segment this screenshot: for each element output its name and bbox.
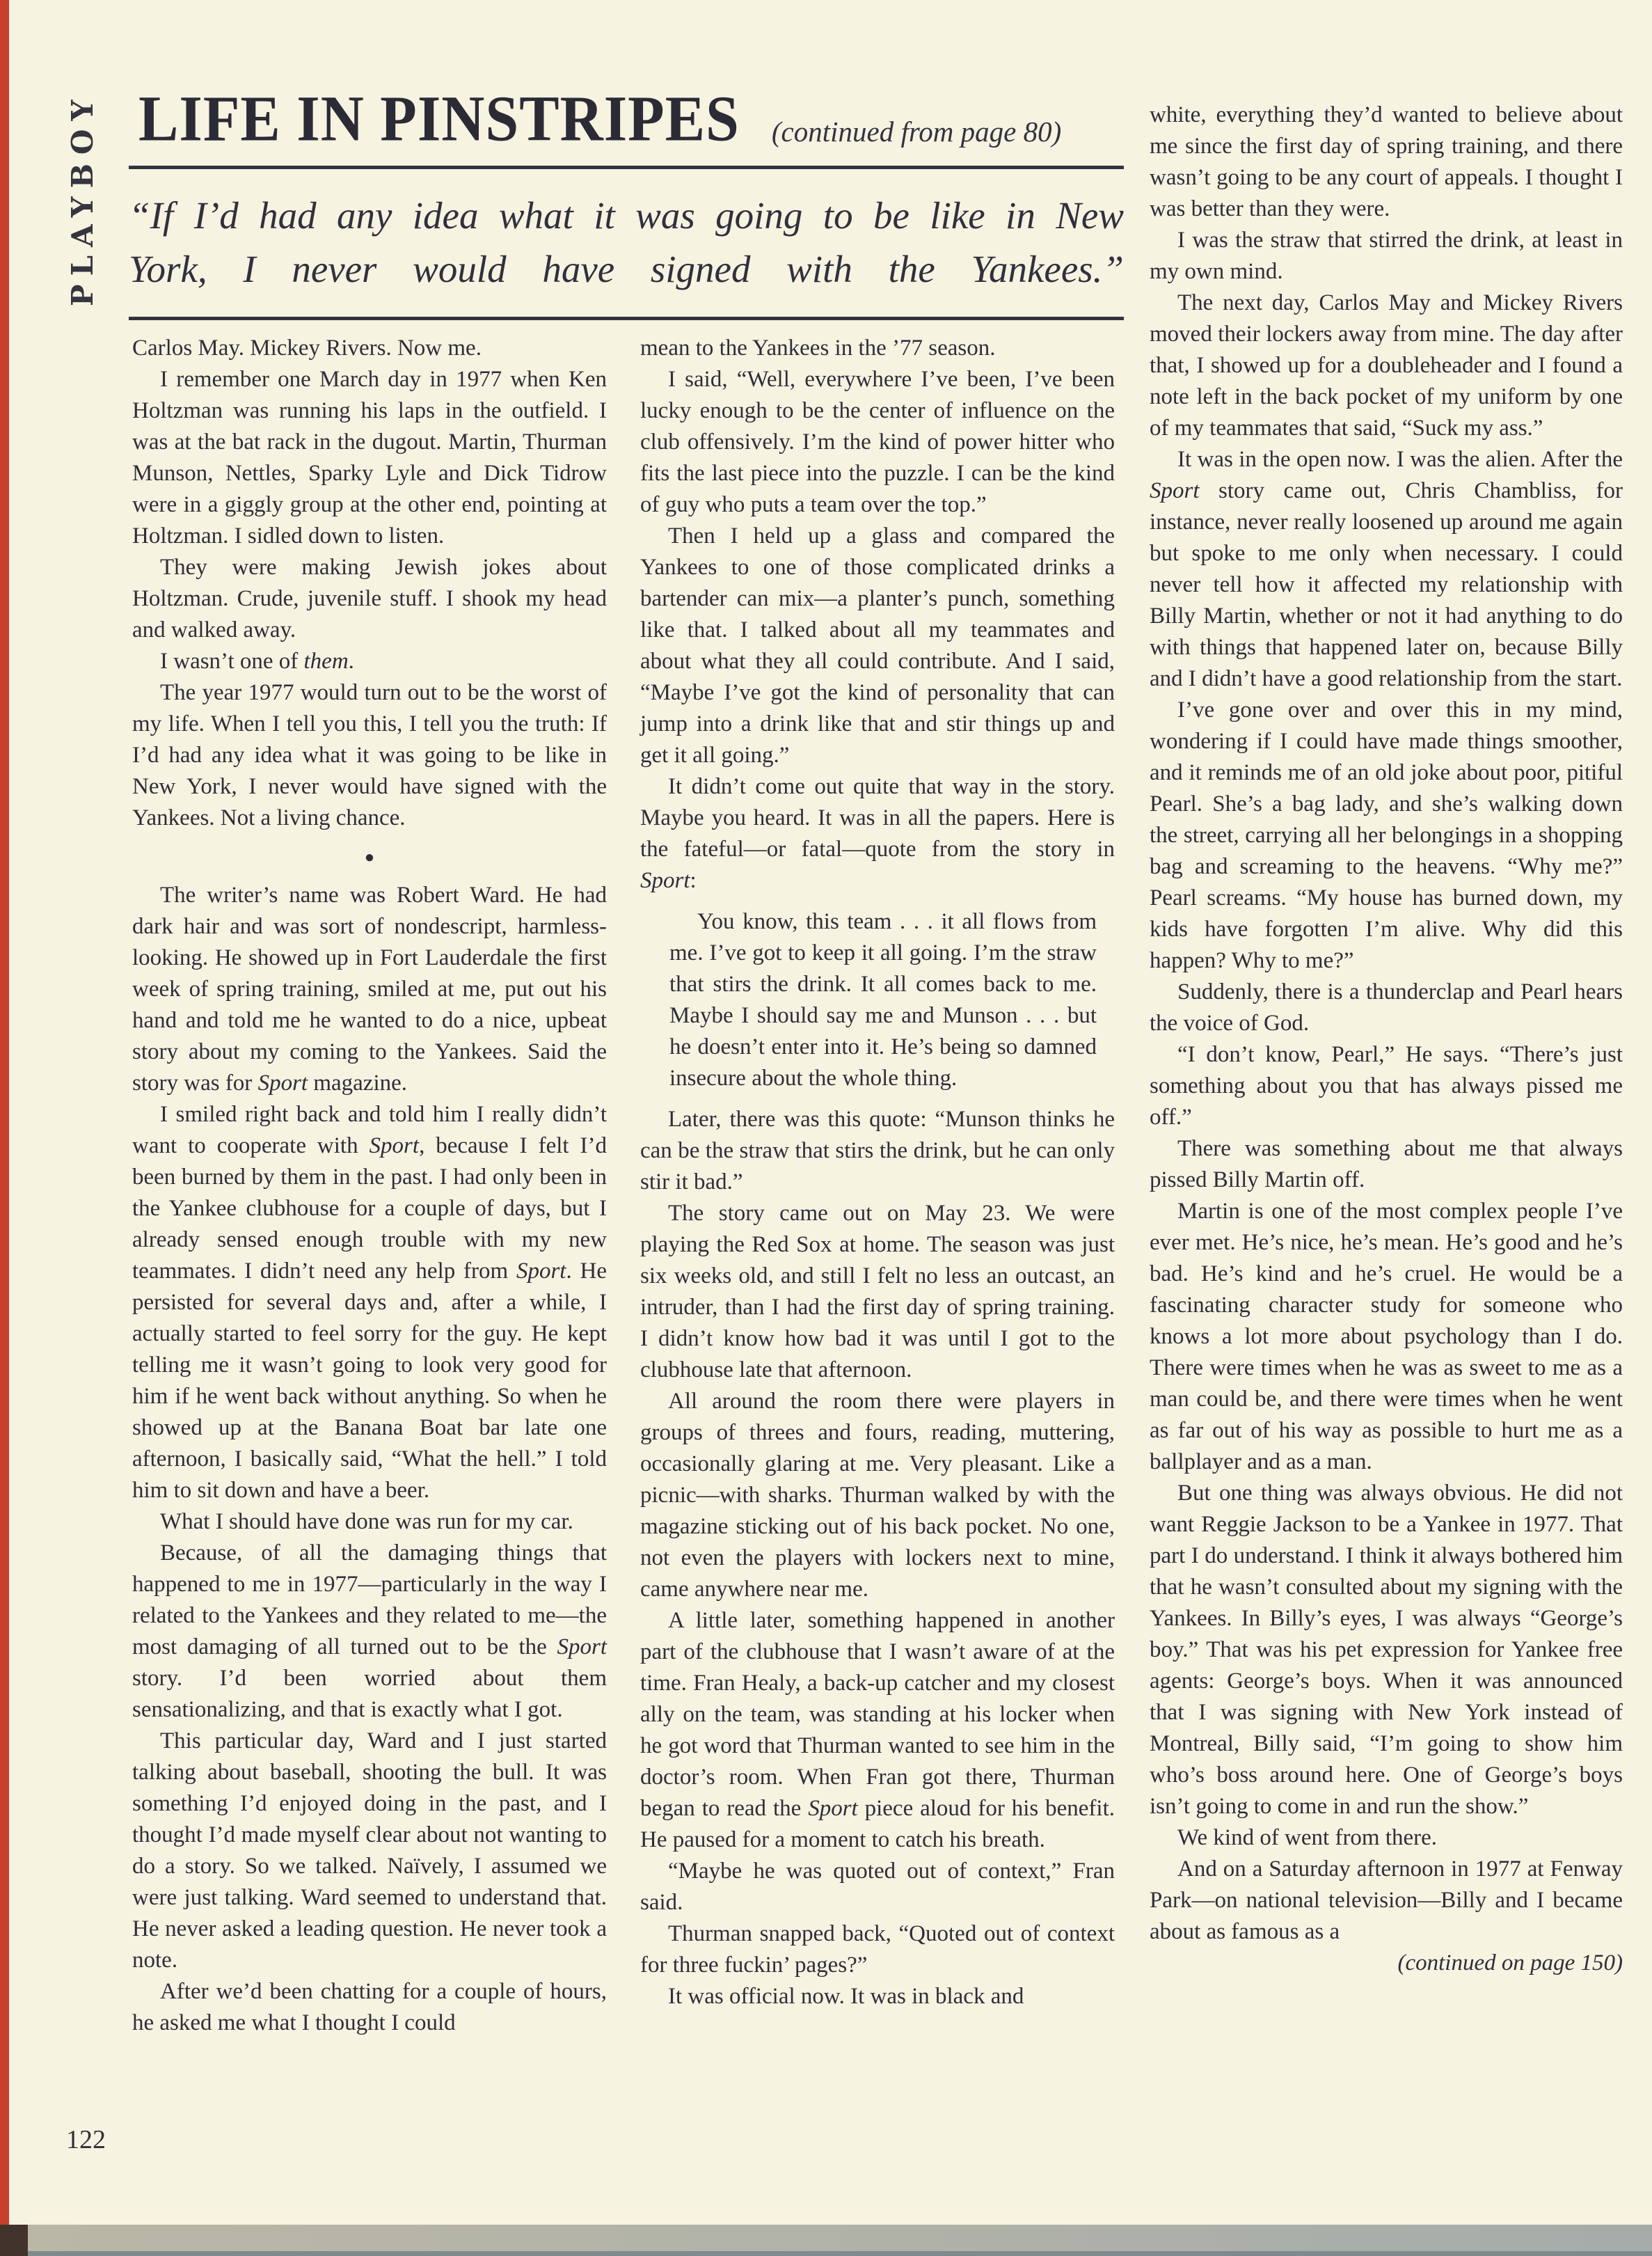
body-text: All around the room there were players in groups of threes and fours, reading, muttering, occasionally glaring at me. Very pleasant. Like a picnic—with sharks. Thurman walked by with the magazine sticking out of his back pocket. No one, not even the players with lockers next to mine, came anywhere near me. (640, 1389, 1115, 1602)
paragraph (1150, 1133, 1623, 1196)
body-text: I was the straw that stirred the drink, at least in my own mind. (1150, 228, 1623, 284)
paragraph (640, 771, 1115, 897)
body-text: Thurman snapped back, “Quoted out of context for three fuckin’ pages?” (640, 1921, 1115, 1978)
pull-quote (129, 189, 1124, 296)
paragraph (1150, 695, 1623, 977)
body-text: We kind of went from there. (1177, 1825, 1438, 1850)
body-text: You know, this team . . . it all flows from me. I’ve got to keep it all going. I’m the straw that stirs the drink. It all comes back to me. Maybe I should say me and Munson . . . but he doesn’t enter into it. He’s being so damned insecure about the whole thing. (669, 909, 1097, 1091)
italic-text: Sport (557, 1634, 607, 1659)
paragraph (132, 1506, 607, 1538)
body-text: . He persisted for several days and, after a while, I actually started to feel sorry for the guy. He kept telling me it wasn’t going to look very good for him if he went back without anything. So when he showed up at the Banana Boat bar late one afternoon, I basically said, “What the hell.” I told him to sit down and have a beer. (132, 1259, 607, 1503)
paragraph (132, 1538, 607, 1726)
text-column-3 (1150, 100, 1623, 1979)
italic-text: Sport (808, 1796, 858, 1821)
body-text: The writer’s name was Robert Ward. He had dark hair and was sort of nondescript, harmless-looking. He showed up in Fort Lauderdale the first week of spring training, smiled at me, put out his hand and told me he wanted to do a nice, upbeat story about my coming to the Yankees. Said the story was for (132, 883, 607, 1096)
italic-text: Sport (640, 868, 690, 893)
paragraph (132, 364, 607, 552)
article-header (129, 82, 1124, 320)
paragraph (1150, 444, 1623, 695)
text-column-2 (640, 333, 1115, 2012)
paragraph (640, 1918, 1115, 1981)
body-text: And on a Saturday afternoon in 1977 at Fenway Park—on national television—Billy and I became about as famous as a (1150, 1856, 1623, 1944)
body-text: The story came out on May 23. We were playing the Red Sox at home. The season was just six weeks old, and still I felt no less an outcast, an intruder, than I had the first day of spring training. I didn’t know how bad it was until I got to the clubhouse late that afternoon. (640, 1201, 1115, 1382)
body-text: story came out, Chris Chambliss, for instance, never really loosened up around me again but spoke to me only when necessary. I could never tell how it affected my relationship with Billy Martin, whether or not it had anything to do with things that happened later on, because Billy and I didn’t have a good relationship from the start. (1150, 478, 1623, 691)
paragraph (132, 880, 607, 1099)
body-text: There was something about me that always pissed Billy Martin off. (1150, 1136, 1623, 1192)
paragraph (640, 521, 1115, 771)
body-text: What I should have done was run for my car. (160, 1509, 573, 1534)
paragraph (1150, 1196, 1623, 1478)
italic-text: Sport (1150, 478, 1200, 503)
paragraph (132, 1726, 607, 1976)
pull-quote-line-1: “If I’d had any idea what it was going to be like in New (129, 194, 1124, 237)
paragraph (1150, 1039, 1623, 1133)
italic-text: Sport (369, 1133, 420, 1158)
body-text: But one thing was always obvious. He did not want Reggie Jackson to be a Yankee in 1977. That part I do understand. I think it always bothered him that he wasn’t consulted about my signing with the Yankees. In Billy’s eyes, I was always “George’s boy.” That was his pet expression for Yankee free agents: George’s boys. When it was announced that I was signing with New York instead of Montreal, Billy said, “I’m going to show him who’s boss around here. One of George’s boys isn’t going to come in and run the show.” (1150, 1481, 1623, 1819)
paragraph (640, 333, 1115, 364)
body-text: Because, of all the damaging things that happened to me in 1977—particularly in the way I related to the Yankees and they related to me—the most damaging of all turned out to be the (132, 1540, 607, 1659)
body-text: A little later, something happened in another part of the clubhouse that I wasn’t aware of at the time. Fran Healy, a back-up catcher and my closest ally on the team, was standing at his locker when he got word that Thurman wanted to see him in the doctor’s room. When Fran got there, Thurman began to read the (640, 1608, 1115, 1821)
paragraph (640, 1386, 1115, 1605)
body-text: Later, there was this quote: “Munson thinks he can be the straw that stirs the drink, but he can only stir it bad.” (640, 1107, 1115, 1194)
paragraph (1150, 1478, 1623, 1822)
text-column-1 (132, 333, 607, 2039)
body-text: After we’d been chatting for a couple of hours, he asked me what I thought I could (132, 1979, 607, 2035)
page-corner-shadow (0, 2225, 28, 2256)
paragraph (640, 1856, 1115, 1918)
paragraph (1150, 287, 1623, 444)
body-text: I’ve gone over and over this in my mind, wondering if I could have made things smoother, and it reminds me of an old joke about poor, pitiful Pearl. She’s a bag lady, and she’s walking down the street, carrying all her belongings in a shopping bag and screaming to the heavens. “Why me?” Pearl screams. “My house has burned down, my kids have forgotten I’m alive. Why did this happen? Why to me?” (1150, 697, 1623, 973)
paragraph (132, 1099, 607, 1506)
body-text: white, everything they’d wanted to believe about me since the first day of spring training, and there wasn’t going to be any court of appeals. I thought I was better than they were. (1150, 102, 1623, 221)
body-text: Carlos May. Mickey Rivers. Now me. (132, 336, 482, 361)
body-text: “Maybe he was quoted out of context,” Fran said. (640, 1859, 1115, 1915)
paragraph (1150, 225, 1623, 287)
body-text: They were making Jewish jokes about Holtzman. Crude, juvenile stuff. I shook my head and walked away. (132, 555, 607, 642)
horizontal-rule-bottom (129, 317, 1124, 320)
paragraph (132, 1976, 607, 2039)
page-bottom-edge (0, 2225, 1652, 2256)
body-text: Suddenly, there is a thunderclap and Pearl hears the voice of God. (1150, 979, 1623, 1036)
paragraph (132, 333, 607, 364)
page-number: 122 (66, 2125, 106, 2154)
page-edge-red-strip (0, 0, 9, 2226)
body-text: I smiled right back and told him I really didn’t want to cooperate with (132, 1102, 607, 1158)
paragraph (1150, 1854, 1623, 1948)
paragraph (640, 364, 1115, 521)
pull-quote-line-2: York, I never would have signed with the Yankees.” (129, 248, 1124, 290)
body-text: mean to the Yankees in the ’77 season. (640, 336, 996, 361)
page-bottom-edge-line (0, 2251, 1652, 2256)
body-text: The next day, Carlos May and Mickey Rivers moved their lockers away from mine. The day after that, I showed up for a doubleheader and I found a note left in the back pocket of my uniform by one of my teammates that said, “Suck my ass.” (1150, 290, 1623, 441)
bullet-separator: ● (364, 849, 375, 867)
masthead-vertical-playboy: PLAYBOY (65, 91, 100, 306)
paragraph (1150, 100, 1623, 225)
paragraph (132, 646, 607, 677)
paragraph (640, 1104, 1115, 1198)
title-row (138, 82, 1124, 155)
body-text: It didn’t come out quite that way in the story. Maybe you heard. It was in all the papers. Here is the fateful—or fatal—quote from the story in (640, 774, 1115, 862)
body-text: I remember one March day in 1977 when Ken Holtzman was running his laps in the outfield. I was at the bat rack in the dugout. Martin, Thurman Munson, Nettles, Sparky Lyle and Dick Tidrow were in a giggly group at the other end, pointing at Holtzman. I sidled down to listen. (132, 367, 607, 549)
paragraph (640, 1198, 1115, 1386)
body-text: , because I felt I’d been burned by them in the past. I had only been in the Yankee clubhouse for a couple of days, but I already sensed enough trouble with my new teammates. I didn’t need any help from (132, 1133, 607, 1284)
body-text: Then I held up a glass and compared the Yankees to one of those complicated drinks a bartender can mix—a planter’s punch, something like that. I talked about all my teammates and about what they all could contribute. And I said, “Maybe I’ve got the kind of personality that can jump into a drink like that and stir things up and get it all going.” (640, 523, 1115, 768)
body-text: magazine. (308, 1071, 408, 1096)
body-text: . (348, 649, 354, 674)
italic-text: them (303, 649, 349, 674)
body-text: I wasn’t one of (160, 649, 304, 674)
body-text: I said, “Well, everywhere I’ve been, I’ve been lucky enough to be the center of influence on the club offensively. I’m the kind of power hitter who fits the last piece into the puzzle. I can be the kind of guy who puts a team over the top.” (640, 367, 1115, 517)
blockquote (669, 906, 1097, 1094)
paragraph (1150, 977, 1623, 1039)
italic-text: Sport (257, 1071, 308, 1096)
italic-text: Sport (516, 1259, 566, 1284)
horizontal-rule-top (129, 166, 1124, 169)
body-text: story. I’d been worried about them sensationalizing, and that is exactly what I got. (132, 1666, 607, 1722)
body-text: The year 1977 would turn out to be the worst of my life. When I tell you this, I tell you the truth: If I’d had any idea what it was going to be like in New York, I never would have signed with the Yankees. Not a living chance. (132, 680, 607, 830)
body-text: piece aloud for his benefit. He paused for a moment to catch his breath. (640, 1796, 1115, 1852)
body-text: This particular day, Ward and I just started talking about baseball, shooting the bull. It was something I’d enjoyed doing in the past, and I thought I’d made myself clear about not wanting to do a story. So we talked. Naïvely, I assumed we were just talking. Ward seemed to understand that. He never asked a leading question. He never took a note. (132, 1728, 607, 1973)
paragraph (132, 552, 607, 646)
body-text: It was in the open now. I was the alien. After the (1177, 447, 1623, 472)
body-text: It was official now. It was in black and (668, 1984, 1024, 2009)
paragraph (640, 1981, 1115, 2012)
paragraph (132, 677, 607, 834)
continued-on-note: (continued on page 150) (1397, 1950, 1623, 1975)
paragraph (640, 1605, 1115, 1856)
body-text: : (690, 868, 697, 893)
body-text: “I don’t know, Pearl,” He says. “There’s just something about you that has always pissed me off.” (1150, 1042, 1623, 1130)
body-text: Martin is one of the most complex people I’ve ever met. He’s nice, he’s mean. He’s good and he’s bad. He’s kind and he’s cruel. He would be a fascinating character study for someone who knows a lot more about psychology than I do. There were times when he was as sweet to me as a man could be, and there were times when he went as far out of his way as possible to hurt me as a ballplayer and as a man. (1150, 1199, 1623, 1474)
paragraph (1150, 1822, 1623, 1854)
continued-from-note: (continued from page 80) (771, 116, 1062, 148)
article-title: LIFE IN PINSTRIPES (138, 82, 740, 155)
